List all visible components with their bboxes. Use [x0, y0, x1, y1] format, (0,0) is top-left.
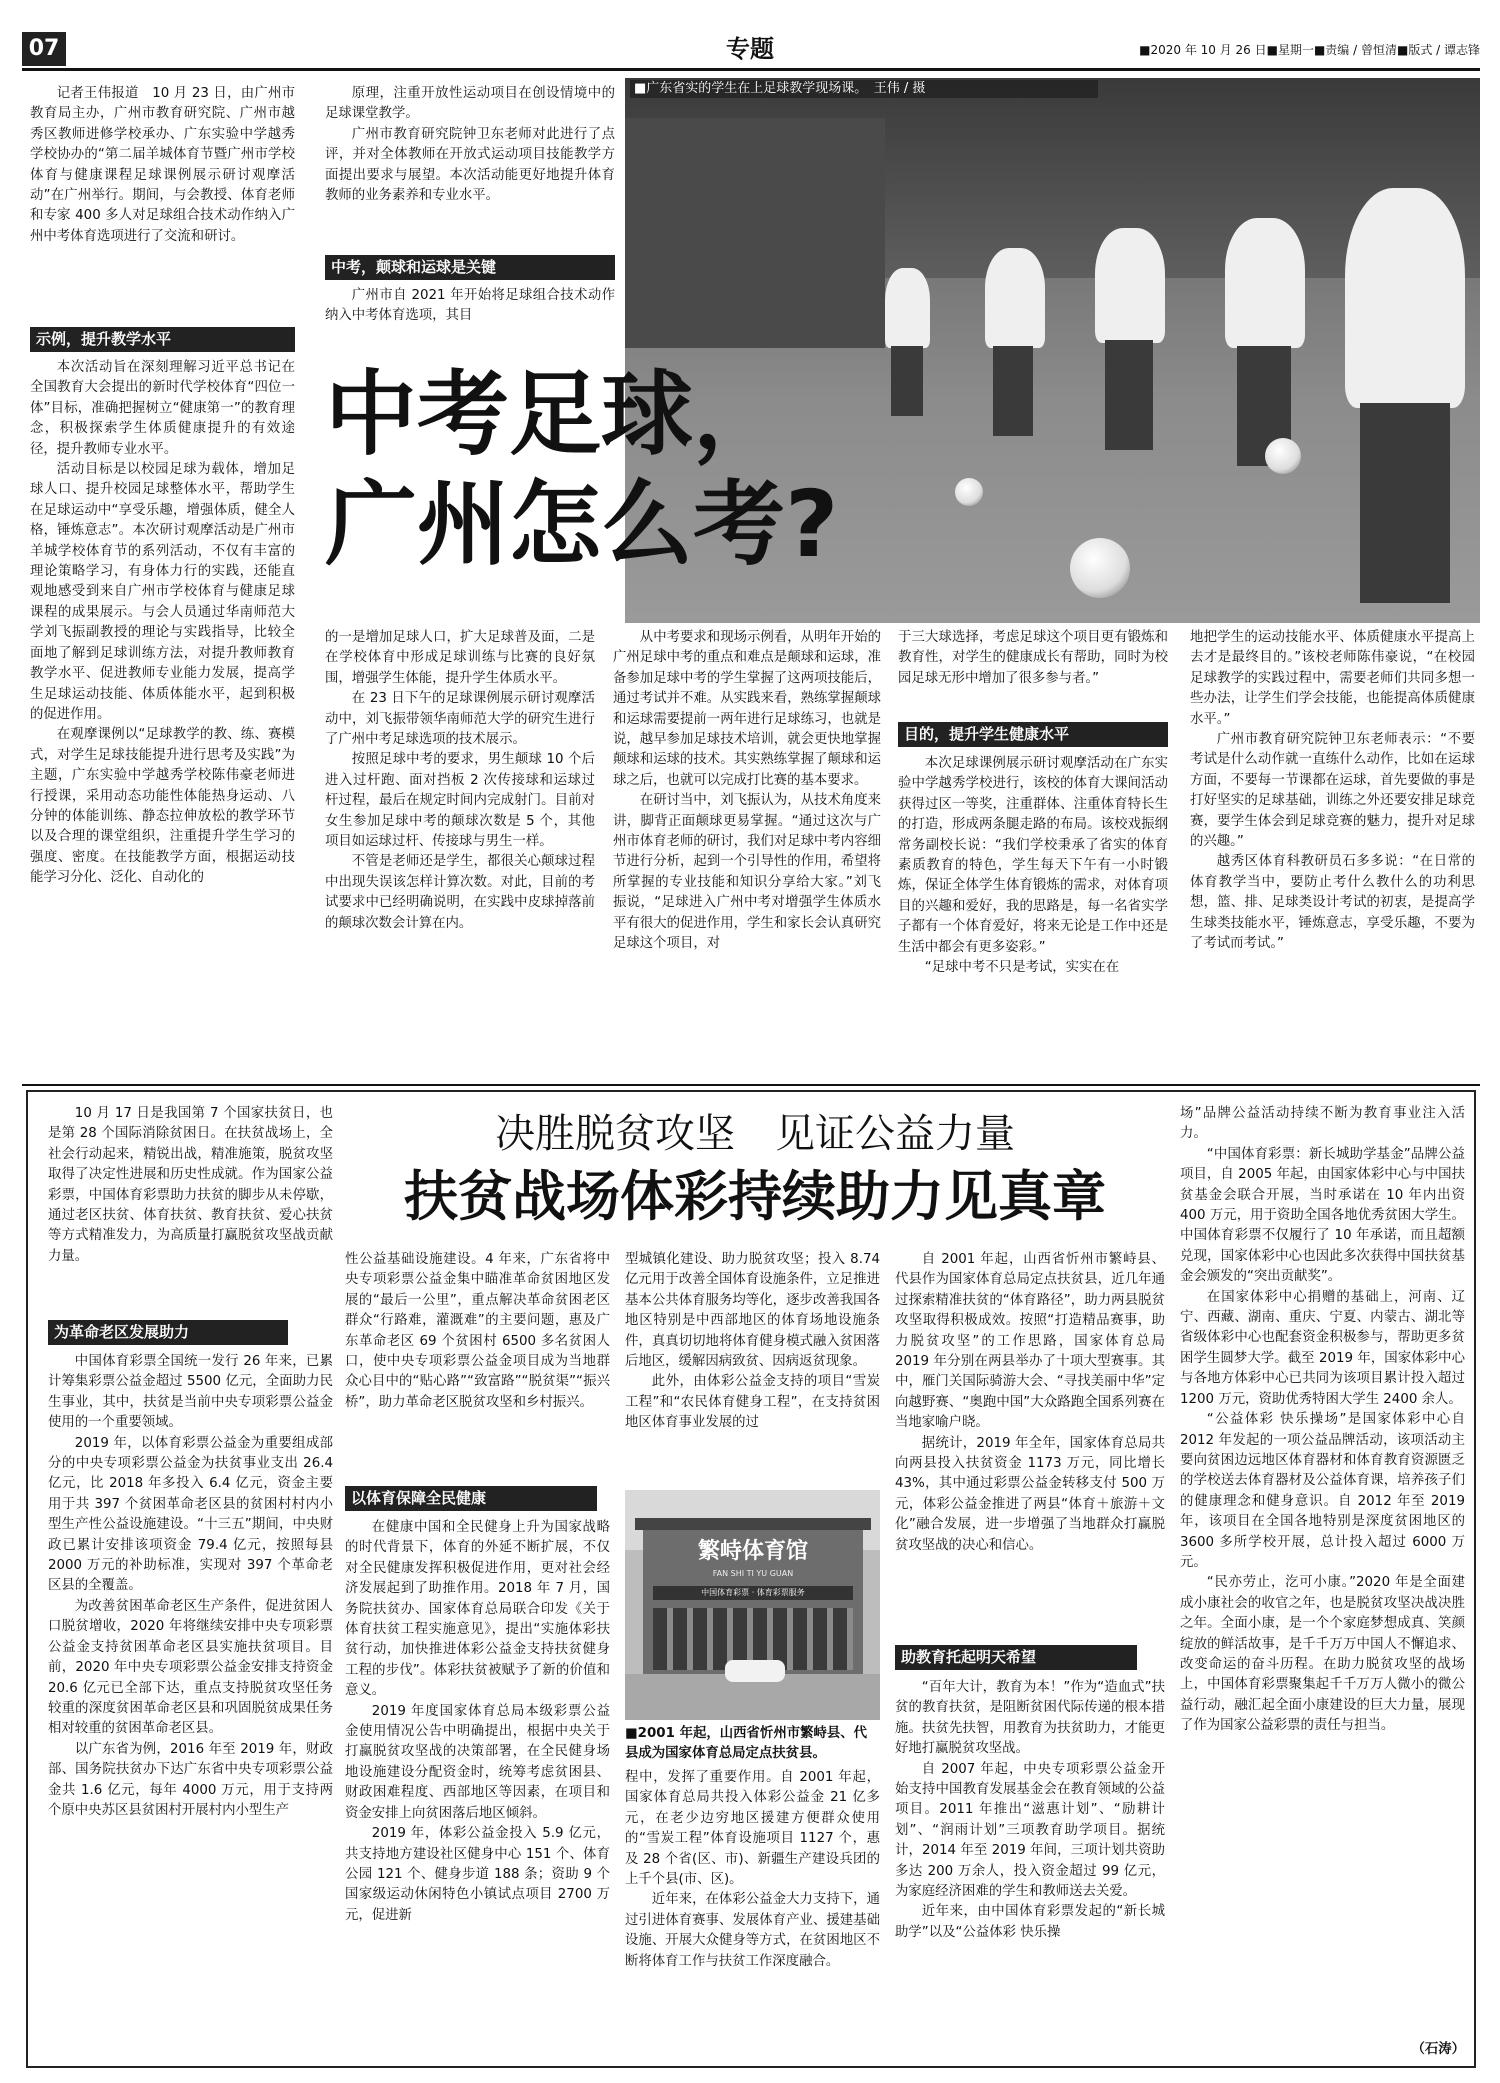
parked-car: [725, 1660, 785, 1682]
top-col-4b: [898, 754, 1168, 1128]
gymnasium-banner: 中国体育彩票 · 体育彩票服务: [653, 1586, 853, 1600]
subheading-sports-health: 以体育保障全民健康: [345, 1486, 597, 1511]
bottom-col-1: [48, 1352, 333, 2057]
bottom-headline-1: 决胜脱贫攻坚 见证公益力量: [495, 1111, 1015, 1157]
body-paragraph: “中国体育彩票：新长城助学基金”品牌公益项目，自 2005 年起，由国家体彩中心与中国扶贫基金会联合开展，当时承诺在 10 年内出资 400 万元，用于资助全国各地优秀贫困大学生。中国体育彩票不仅履行了 10 年承诺，而且超额兑现，国家体彩中心也因此多次获得中国扶贫基金会颁发的“突出贡献奖”。: [1180, 1146, 1465, 1285]
body-paragraph: 本次足球课例展示研讨观摩活动在广东实验中学越秀学校进行，该校的体育大课间活动获得过区一等奖，注重群体、注重体育特长生的打造，形成两条腿走路的布局。该校戏振纲常务副校长说：“我们学校秉承了省实的体育素质教育的特色，学生每天下午有一小时锻炼，保证全体学生体育锻炼的需求，对体育项目的兴趣和爱好，我的思路是，每一名省实学子都有一个体育爱好，将来无论是工作中还是生活中都会有更多姿彩。”: [898, 756, 1168, 955]
bottom-col-4b: [895, 1678, 1165, 2058]
student-figure: [885, 268, 930, 348]
body-paragraph: “公益体彩 快乐操场”是国家体彩中心自 2012 年发起的一项公益品牌活动，该项活动主要向贫困边远地区体育器材和体育教育资源匮乏的学校送去体育器材及公益体育课，培养孩子们的健康理念和健身意识。自 2012 年至 2019 年，该项目在全国各地特别是深度贫困地区的 3600 多所学校开展，总计投入超过 6000 万元。: [1180, 1412, 1465, 1570]
bottom-headline-2: 扶贫战场体彩持续助力见真章: [404, 1165, 1106, 1228]
body-paragraph: 广州市自 2021 年开始将足球组合技术动作纳入中考体育选项，其目: [325, 288, 615, 324]
body-paragraph: 10 月 17 日是我国第 7 个国家扶贫日，也是第 28 个国际消除贫困日。在扶贫战场上，全社会行动起来，精锐出战，精准施策，脱贫攻坚取得了决定性进展和历史性成就。作为国家公益彩票，中国体育彩票助力扶贫的脚步从未停歇，通过老区扶贫、体育扶贫、教育扶贫、爱心扶贫等方式精准发力，为高质量打赢脱贫攻坚战贡献力量。: [48, 1106, 333, 1264]
byline: （石涛）: [1411, 2042, 1465, 2057]
section-divider: [22, 1084, 1480, 1086]
body-paragraph: 按照足球中考的要求，男生颠球 10 个后进入过杆跑、面对挡板 2 次传接球和运球过杆过程，最后在规定时间内完成射门。目前对女生参加足球中考的颠球次数是 5 个，其他项目如运球过杆、传接球与男生一样。: [325, 752, 595, 850]
page-number: 07: [28, 36, 60, 61]
body-paragraph: 本次活动旨在深刻理解习近平总书记在全国教育大会提出的新时代学校体育“四位一体”目标，准确把握树立“健康第一”的教育理念，积极探索学生体质健康提升的有效途径，提升教师专业水平。: [30, 360, 295, 457]
body-paragraph: 自 2001 年起，山西省忻州市繁峙县、代县作为国家体育总局定点扶贫县，近几年通过探索精准扶贫的“体育路径”，助力两县脱贫攻坚取得积极成效。按照“打造精品赛事，助力脱贫攻坚”的工作思路，国家体育总局 2019 年分别在两县举办了十项大型赛事。其中，雁门关国际骑游大会、“寻找美丽中华”定向越野赛、“奥跑中国”大众路跑全国系列赛在当地家喻户晓。: [895, 1252, 1165, 1431]
subheading-purpose: 目的，提升学生健康水平: [898, 722, 1168, 747]
body-paragraph: 不管是老师还是学生，都很关心颠球过程中出现失误该怎样计算次数。对此，目前的考试要求中已经明确说明，在实践中皮球掉落前的颠球次数会计算在内。: [325, 854, 595, 931]
subheading-demo: 示例，提升教学水平: [30, 327, 295, 352]
body-paragraph: 从中考要求和现场示例看，从明年开始的广州足球中考的重点和难点是颠球和运球，准备参加足球中考的学生掌握了这两项技能后，通过考试并不难。从实践来看，熟练掌握颠球和运球需要提前一两年进行足球练习，也就是说，越早参加足球技术培训，就会更快地掌握颠球和运球的技术。其实熟练掌握了颠球和运球之后，也就可以完成打比赛的基本要求。: [613, 630, 881, 788]
body-paragraph: 在研讨当中，刘飞振认为，从技术角度来讲，脚背正面颠球更易掌握。“通过这次与广州市体育老师的研讨，我们对足球中考内容细节进行分析，起到一个引导性的作用，希望将所掌握的专业技能和知识分享给大家。”刘飞振说，“足球进入广州中考对增强学生体质水平有很大的促进作用，学生和家长会认真研究足球这个项目，对: [613, 793, 881, 952]
bottom-col-5: [1180, 1104, 1465, 2044]
top-col-1b: [30, 358, 295, 1128]
bottom-col-3: [625, 1250, 880, 1486]
body-paragraph: 2019 年，以体育彩票公益金为重要组成部分的中央专项彩票公益金为扶贫事业支出 26.4 亿元，比 2018 年多投入 6.4 亿元，资金主要用于共 397 个贫困革命老区县的贫困村村内小型生产性公益设施建设。“十三五”期间，中央财政已累计安排该项资金 79.4 亿元，按照每县 2000 万元的补助标准，实现对 397 个革命老区县的全覆盖。: [48, 1435, 333, 1594]
gymnasium-sign: 繁峙体育馆: [697, 1539, 808, 1564]
student-legs: [993, 346, 1033, 436]
headline-line-1: 中考足球，: [325, 361, 786, 468]
body-paragraph: 2019 年度国家体育总局本级彩票公益金使用情况公告中明确提出，根据中央关于打赢脱贫攻坚战的决策部署，在全民健身场地设施建设分配资金时，统筹考虑贫困县、财政困难程度、西部地区等因素，在项目和资金安排上向贫困落后地区倾斜。: [345, 1703, 610, 1821]
student-figure: [985, 248, 1045, 348]
bottom-col-2b: [345, 1518, 610, 2058]
body-paragraph: 场”品牌公益活动持续不断为教育事业注入活力。: [1180, 1106, 1465, 1142]
header-rule: [22, 68, 1480, 71]
student-legs: [1360, 403, 1450, 603]
bottom-col-3b: [625, 1768, 880, 2058]
bottom-intro: [48, 1104, 333, 1324]
top-col-2b: [325, 286, 615, 348]
student-figure: [1095, 228, 1165, 343]
top-col-5: [1190, 628, 1475, 1128]
body-paragraph: 据统计，2019 年全年，国家体育总局共向两县投入扶贫资金 1173 万元，同比增长 43%，其中通过彩票公益金转移支付 500 万元，体彩公益金推进了两县“体育＋旅游＋文化”融合发展，进一步增强了当地群众打赢脱贫攻坚战的决心和信心。: [895, 1435, 1165, 1553]
body-paragraph: 2019 年，体彩公益金投入 5.9 亿元，共支持地方建设社区健身中心 151 个、体育公园 121 个、健身步道 188 条；资助 9 个国家级运动休闲特色小镇试点项目 2700 万元，促进新: [345, 1826, 610, 1923]
body-paragraph: 自 2007 年起，中央专项彩票公益金开始支持中国教育发展基金会在教育领域的公益项目。2011 年推出“滋惠计划”、“励耕计划”、“润雨计划”三项教育助学项目。据统计，2014 年至 2019 年间，三项计划共资助多达 200 万余人，投入资金超过 99 亿元，为家庭经济困难的学生和教师送去关爱。: [895, 1761, 1165, 1900]
body-paragraph: 广州市教育研究院钟卫东老师表示：“不要考试是什么动作就一直练什么动作，比如在运球方面，不要每一节课都在运球，首先要做的事是打好坚实的足球基础，训练之外还要安排足球竞赛，要学生体会到足球竞赛的魅力，提升对足球的兴趣。”: [1190, 732, 1475, 850]
body-paragraph: 在 23 日下午的足球课例展示研讨观摩活动中，刘飞振带领华南师范大学的研究生进行了广州中考足球选项的技术展示。: [325, 691, 595, 748]
student-legs: [1105, 340, 1153, 450]
subheading-exam: 中考，颠球和运球是关键: [325, 255, 615, 280]
body-paragraph: 型城镇化建设、助力脱贫攻坚；投入 8.74 亿元用于改善全国体育设施条件，立足推进基本公共体育服务均等化，逐步改善我国各地区特别是中西部地区的体育场地设施条件，真真切切地将体育健身模式融入贫困落后地区，缓解因病致贫、因病返贫现象。: [625, 1252, 880, 1370]
body-paragraph: 在观摩课例以“足球教学的教、练、赛模式，对学生足球技能提升进行思考及实践”为主题，广东实验中学越秀学校陈伟豪老师进行授课，采用动态功能性体能热身运动、八分钟的体能训练、静态拉伸放松的教学环节以及合理的课堂组织，注重提升学生学习的强度、密度。在技能教学方面，根据运动技能学习分化、泛化、自动化的: [30, 727, 295, 886]
bottom-col-4: [895, 1250, 1165, 1640]
body-paragraph: 越秀区体育科教研员石多多说：“在日常的体育教学当中，要防止考什么教什么的功利思想，篮、排、足球类设计考试的初衷，是提高学生球类技能水平，锤炼意志，享受乐趣，不要为了考试而考试。”: [1190, 854, 1475, 952]
body-paragraph: “民亦劳止，汔可小康。”2020 年是全面建成小康社会的收官之年，也是脱贫攻坚决战决胜之年。全面小康，是一个个家庭梦想成真、笑颜绽放的鲜活故事，是千千万万中国人不懈追求、改变命运的奋斗历程。在助力脱贫攻坚的战场上，中国体育彩票聚集起千千万万人微小的微公益行动，融汇起全面小康建设的巨大力量，展现了作为国家公益彩票的责任与担当。: [1180, 1575, 1465, 1734]
body-paragraph: 以广东省为例，2016 年至 2019 年，财政部、国务院扶贫办下达广东省中央专项彩票公益金共 1.6 亿元，每年 4000 万元，用于支持两个原中央苏区县贫困村开展村内小型生产: [48, 1741, 333, 1818]
body-paragraph: 在健康中国和全民健身上升为国家战略的时代背景下，体育的外延不断扩展，不仅对全民健康发挥积极促进作用，更对社会经济发展起到了助推作用。2018 年 7 月，国务院扶贫办、国家体育总局联合印发《关于体育扶贫工程实施意见》，提出“实施体彩扶贫行动，加快推进体彩公益金支持扶贫健身工程的步伐”。体彩扶贫被赋予了新的价值和意义。: [345, 1520, 610, 1699]
subheading-old-revolutionary: 为革命老区发展助力: [48, 1320, 288, 1345]
body-paragraph: “百年大计，教育为本！”作为“造血式”扶贫的教育扶贫，是阻断贫困代际传递的根本措施。扶贫先扶智，用教育为扶贫助力，才能更好地打赢脱贫攻坚战。: [895, 1680, 1165, 1757]
body-paragraph: 近年来，在体彩公益金大力支持下，通过引进体育赛事、发展体育产业、援建基础设施、开展大众健身等方式，在贫困地区不断将体育工作与扶贫工作深度融合。: [625, 1892, 880, 1969]
football: [1265, 438, 1301, 474]
body-paragraph: 记者王伟报道 10 月 23 日，由广州市教育局主办，广州市教育研究院、广州市越秀区教师进修学校承办、广东实验中学越秀学校协办的“第二届羊城体育节暨广州市学校体育与健康课程足球课例展示研讨观摩活动”在广州举行。期间，与会教授、体育老师和专家 400 多人对足球组合技术动作纳入广州中考体育选项进行了交流和研讨。: [30, 86, 295, 244]
bottom-col-2: [345, 1250, 610, 1482]
gymnasium-sign-pinyin: FAN SHI TI YU GUAN: [712, 1569, 794, 1578]
body-paragraph: 广州市教育研究院钟卫东老师对此进行了点评，并对全体教师在开放式运动项目技能教学方面提出要求与展望。本次活动能更好地提升体育教师的业务素养和专业水平。: [325, 126, 615, 204]
top-col-4: [898, 628, 1168, 718]
body-paragraph: 此外，由体彩公益金支持的项目“雪炭工程”和“农民体育健身工程”，在支持贫困地区体育事业发展的过: [625, 1374, 880, 1431]
student-legs: [891, 346, 923, 416]
body-paragraph: 近年来，由中国体育彩票发起的“新长城助学”以及“公益体彩 快乐操: [895, 1904, 1165, 1940]
top-col-2c: [325, 628, 595, 1128]
photo-building: [625, 118, 885, 348]
body-paragraph: 地把学生的运动技能水平、体质健康水平提高上去才是最终目的。”该校老师陈伟豪说，“在校园足球教学的实践过程中，需要老师们共同多想一些办法，让学生们学会技能，也能提高体质健康水平。”: [1190, 630, 1475, 727]
body-paragraph: 活动目标是以校园足球为载体，增加足球人口、提升校园足球整体水平，帮助学生在足球运动中“享受乐趣，增强体质，健全人格，锤炼意志”。本次研讨观摩活动是广州市羊城学校体育节的系列活动，不仅有丰富的理论策略学习，有身体力行的实践，还能直观地感受到来自广州市学校体育与健康足球课程的成果展示。与会人员通过华南师范大学刘飞振副教授的理论与实践指导，比较全面地了解到足球训练方法，对提升教师教育教学水平、促进教师专业能力发展，提高学生足球运动技能、体质体能水平，起到积极的促进作用。: [30, 462, 295, 722]
body-paragraph: 中国体育彩票全国统一发行 26 年来，已累计筹集彩票公益金超过 5500 亿元，全面助力民生事业，其中，扶贫是当前中央专项彩票公益金使用的一个重要领域。: [48, 1354, 333, 1431]
photo-caption: ■广东省实的学生在上足球教学现场课。 王伟 / 摄: [630, 80, 1098, 98]
body-paragraph: 于三大球选择，考虑足球这个项目更有锻炼和教育性，对学生的健康成长有帮助，同时为校园足球无形中增加了很多参与者。”: [898, 630, 1168, 686]
body-paragraph: 在国家体彩中心捐赠的基础上，河南、辽宁、西藏、湖南、重庆、宁夏、内蒙古、湖北等省级体彩中心也配套资金积极参与，帮助更多贫困学生圆梦大学。截至 2019 年，国家体彩中心与各地方体彩中心已共同为该项目累计投入超过 1200 万元，资助优秀特困大学生 2400 余人。: [1180, 1289, 1465, 1407]
top-col-3: [613, 628, 881, 1128]
body-paragraph: 原理，注重开放性运动项目在创设情境中的足球课堂教学。: [325, 86, 615, 122]
top-col-2: [325, 84, 615, 249]
top-col-1: [30, 84, 295, 324]
section-title: 专题: [726, 35, 774, 63]
body-paragraph: 的一是增加足球人口，扩大足球普及面，二是在学校体育中形成足球训练与比赛的良好氛围，增强学生体能，提升学生体质水平。: [325, 630, 595, 686]
issue-meta: ■2020 年 10 月 26 日■星期一■责编 / 曾恒清■版式 / 谭志锋: [1139, 43, 1480, 57]
body-paragraph: 为改善贫困革命老区生产条件，促进贫困人口脱贫增收，2020 年将继续安排中央专项彩票公益金支持贫困革命老区县实施扶贫项目。目前，2020 年中央专项彩票公益金安排支持资金 20.6 亿元已全部下达，重点支持脱贫攻坚任务较重的深度贫困革命老区县和巩固脱贫成果任务相对较重的贫困革命老区县。: [48, 1598, 333, 1737]
gymnasium-photo: [625, 1490, 880, 1720]
football: [1070, 538, 1130, 598]
body-paragraph: “足球中考不只是考试，实实在在: [924, 960, 1120, 976]
gymnasium-roof: [635, 1518, 871, 1530]
gymnasium-photo-caption: ■2001 年起，山西省忻州市繁峙县、代县成为国家体育总局定点扶贫县。: [625, 1726, 868, 1761]
subheading-education: 助教育托起明天希望: [895, 1645, 1137, 1670]
student-figure: [1225, 218, 1305, 348]
student-figure: [1345, 188, 1465, 408]
body-paragraph: 性公益基础设施建设。4 年来，广东省将中央专项彩票公益金集中瞄准革命贫困地区发展的“最后一公里”，重点解决革命贫困老区群众“行路难，灌溉难”的主要问题，惠及广东革命老区 69 个贫困村 6500 多名贫困人口，使中央专项彩票公益金项目成为当地群众心目中的“贴心路”“致富路”“脱贫渠”“振兴桥”，助力革命老区脱贫攻坚和乡村振兴。: [345, 1252, 610, 1410]
body-paragraph: 程中，发挥了重要作用。自 2001 年起，国家体育总局共投入体彩公益金 21 亿多元，在老少边穷地区援建方便群众使用的“雪炭工程”体育设施项目 1127 个，惠及 28 个省(区、市)、新疆生产建设兵团的上千个县(市、区)。: [625, 1770, 880, 1888]
headline-line-2: 广州怎么考?: [325, 471, 839, 578]
